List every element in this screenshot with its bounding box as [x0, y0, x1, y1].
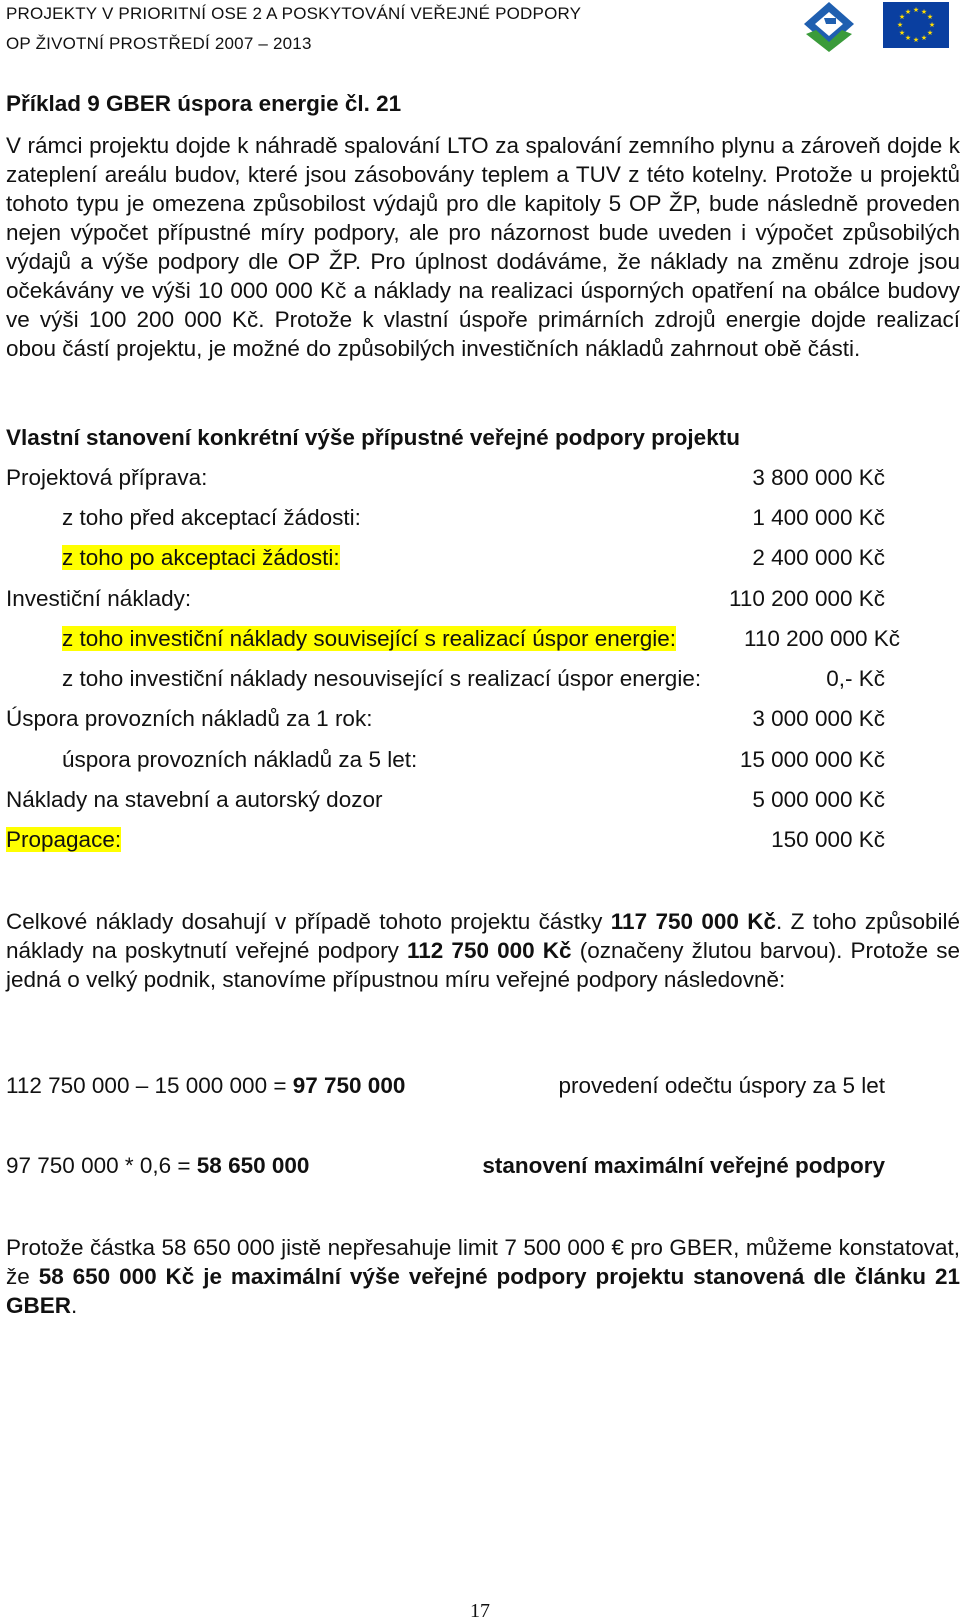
cost-value: 2 400 000 Kč [752, 545, 885, 570]
svg-text:★: ★ [904, 34, 912, 42]
cost-label: Projektová příprava: [6, 465, 208, 490]
total-cost-value: 117 750 000 Kč [610, 909, 777, 934]
cost-value: 110 200 000 Kč [744, 626, 900, 651]
summary-text-1: Celkové náklady dosahují v případě tohoto projektu částky [6, 909, 611, 934]
svg-text:★: ★ [926, 29, 934, 37]
eligible-cost-value: 112 750 000 Kč [406, 938, 572, 963]
conclusion-text-1: Protože částka 58 650 000 jistě nepřesahuje limit 7 500 000 € pro GBER, můžeme konstatovat, že [6, 1235, 960, 1289]
highlight-text: z toho investiční náklady související s realizací úspor energie: [62, 626, 677, 651]
intro-paragraph [6, 131, 960, 363]
cost-label-highlighted [62, 544, 340, 572]
cost-label: Investiční náklady: [6, 586, 192, 611]
summary-paragraph [6, 907, 960, 994]
header-line-1: PROJEKTY V PRIORITNÍ OSE 2 A POSKYTOVÁNÍ VEŘEJNÉ PODPORY [6, 4, 582, 23]
svg-text:★: ★ [920, 8, 928, 16]
svg-text:★: ★ [904, 8, 912, 16]
cost-label: z toho před akceptací žádosti: [62, 505, 361, 530]
svg-text:★: ★ [920, 34, 928, 42]
calculation-2 [6, 1152, 309, 1180]
section-heading: Příklad 9 GBER úspora energie čl. 21 [6, 91, 402, 116]
eu-flag-icon [883, 2, 949, 48]
summary-text-3: (označeny žlutou barvou). Protože se jedná o velký podnik, stanovíme přípustnou míru veřejné podpory následovně: [6, 938, 960, 992]
svg-text:★: ★ [912, 36, 920, 44]
svg-text:★: ★ [928, 21, 936, 29]
calculation-note: provedení odečtu úspory za 5 let [558, 1073, 885, 1098]
header-line-2: OP ŽIVOTNÍ PROSTŘEDÍ 2007 – 2013 [6, 34, 312, 53]
svg-text:★: ★ [926, 13, 934, 21]
summary-text [6, 907, 960, 994]
cost-label: Úspora provozních nákladů za 1 rok: [6, 706, 373, 731]
cost-value: 0,- Kč [826, 666, 885, 691]
cost-value: 15 000 000 Kč [739, 747, 885, 772]
cost-label: z toho investiční náklady nesouvisející s realizací úspor energie: [62, 666, 702, 691]
calculation-note: stanovení maximální veřejné podpory [482, 1153, 885, 1178]
cost-label: Náklady na stavební a autorský dozor [6, 787, 383, 812]
cost-value: 3 000 000 Kč [752, 706, 885, 731]
conclusion-paragraph [6, 1233, 960, 1320]
conclusion-text-2: . [71, 1293, 78, 1318]
cost-value: 1 400 000 Kč [752, 505, 885, 530]
opzp-logo-icon [796, 0, 862, 54]
intro-text: V rámci projektu dojde k náhradě spalování LTO za spalování zemního plynu a zároveň dojde k zateplení areálu budov, které jsou zásobovány teplem a TUV z této kotelny. Protože u projektů tohoto typu je omezena způsobilost výdajů pro dle kapitoly 5 OP ŽP, bude následně proveden nejen výpočet přípustné míry podpory, ale pro názornost bude uveden i výpočet způsobilých výdajů a výše podpory dle OP ŽP. Pro úplnost dodáváme, že náklady na změnu zdroje jsou očekávány ve výši 10 000 000 Kč a náklady na realizaci úsporných opatření na obálce budovy ve výši 100 200 000 Kč. Protože k vlastní úspoře primárních zdrojů energie dojde realizací obou částí projektu, je možné do způsobilých investičních nákladů zahrnout obě části. [6, 133, 960, 361]
highlight-text: z toho po akceptaci žádosti: [62, 545, 340, 570]
page-number: 17 [470, 1600, 490, 1622]
calculation-result: 97 750 000 [292, 1073, 406, 1098]
svg-text:★: ★ [898, 13, 906, 21]
svg-text:★: ★ [896, 21, 904, 29]
calculation-result: 58 650 000 [196, 1153, 310, 1178]
calculation-expression: 97 750 000 * 0,6 = [6, 1153, 197, 1178]
cost-label-highlighted [62, 625, 676, 653]
cost-value: 110 200 000 Kč [729, 586, 885, 611]
summary-text-2: . Z toho způsobilé náklady na poskytnutí veřejné podpory [6, 909, 960, 963]
cost-label-highlighted [6, 826, 121, 854]
cost-value: 150 000 Kč [771, 827, 885, 852]
conclusion-bold: 58 650 000 Kč je maximální výše veřejné podpory projektu stanovená dle článku 21 GBER [6, 1264, 960, 1318]
cost-value: 5 000 000 Kč [752, 787, 885, 812]
cost-value: 3 800 000 Kč [752, 465, 885, 490]
calculation-subheading: Vlastní stanovení konkrétní výše přípustné veřejné podpory projektu [6, 425, 740, 450]
calculation-1 [6, 1072, 405, 1100]
highlight-text: Propagace: [6, 827, 122, 852]
page-header [6, 0, 954, 62]
calculation-expression: 112 750 000 – 15 000 000 = [6, 1073, 293, 1098]
svg-text:★: ★ [898, 29, 906, 37]
cost-label: úspora provozních nákladů za 5 let: [62, 747, 418, 772]
conclusion-text [6, 1233, 960, 1320]
svg-text:★: ★ [912, 6, 920, 14]
